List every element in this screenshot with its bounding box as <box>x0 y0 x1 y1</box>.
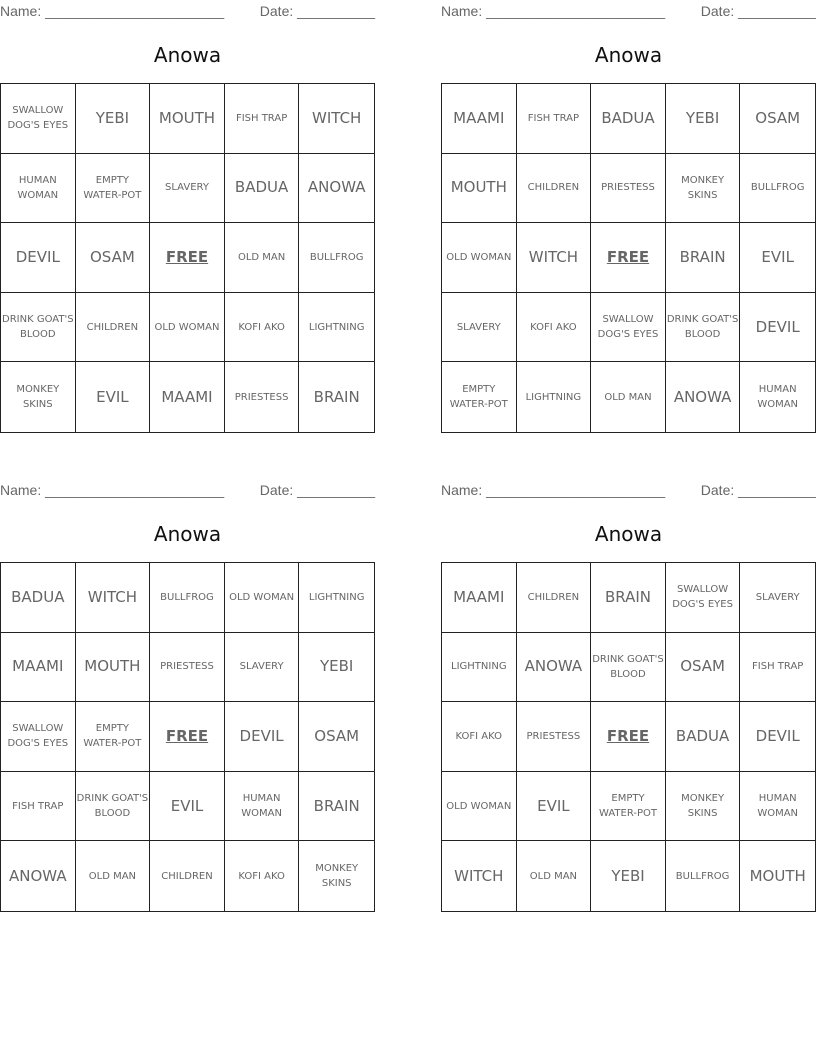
name-field[interactable]: Name: _______________________ <box>441 3 666 19</box>
bingo-cell: EMPTY WATER-POT <box>76 154 151 224</box>
bingo-cell: MAAMI <box>442 563 517 633</box>
card-header <box>0 0 375 22</box>
bingo-cell: YEBI <box>666 84 741 154</box>
bingo-grid <box>441 83 816 433</box>
bingo-cell: WITCH <box>299 84 374 154</box>
bingo-cell: KOFI AKO <box>225 841 300 911</box>
bingo-cell: FISH TRAP <box>740 633 815 703</box>
bingo-cell: OSAM <box>740 84 815 154</box>
bingo-cell: KOFI AKO <box>517 293 592 363</box>
bingo-cell: BULLFROG <box>740 154 815 224</box>
bingo-cell: CHILDREN <box>517 563 592 633</box>
bingo-cell: YEBI <box>299 633 374 703</box>
bingo-cell: SLAVERY <box>225 633 300 703</box>
bingo-cell: OSAM <box>299 702 374 772</box>
bingo-cell: DRINK GOAT'S BLOOD <box>666 293 741 363</box>
bingo-cell: BULLFROG <box>666 841 741 911</box>
free-space: FREE <box>591 702 666 772</box>
card-header <box>441 479 816 501</box>
bingo-cell: YEBI <box>591 841 666 911</box>
bingo-cell: HUMAN WOMAN <box>225 772 300 842</box>
bingo-cell: HUMAN WOMAN <box>740 772 815 842</box>
name-field[interactable]: Name: _______________________ <box>0 482 225 498</box>
card-header <box>0 479 375 501</box>
bingo-cell: MONKEY SKINS <box>1 362 76 432</box>
bingo-cell: BADUA <box>666 702 741 772</box>
bingo-cell: MONKEY SKINS <box>666 772 741 842</box>
bingo-cell: MOUTH <box>749 866 806 885</box>
bingo-cell: PRIESTESS <box>225 362 300 432</box>
bingo-cell: OLD WOMAN <box>442 772 517 842</box>
card-title: Anowa <box>153 43 222 67</box>
bingo-cell: MOUTH <box>150 84 225 154</box>
bingo-cell: KOFI AKO <box>225 293 300 363</box>
bingo-cell: LIGHTNING <box>517 362 592 432</box>
bingo-cell: FISH TRAP <box>225 84 300 154</box>
bingo-cell: DEVIL <box>740 702 815 772</box>
bingo-cell: FISH TRAP <box>1 772 76 842</box>
bingo-cell: OSAM <box>666 633 741 703</box>
bingo-cell: OLD MAN <box>517 841 592 911</box>
bingo-cell: MONKEY SKINS <box>315 863 359 890</box>
bingo-cell: OLD WOMAN <box>225 563 300 633</box>
bingo-cell: SWALLOW DOG'S EYES <box>666 563 741 633</box>
bingo-cell: BADUA <box>591 84 666 154</box>
bingo-cell: BRAIN <box>313 387 360 406</box>
bingo-cell: EVIL <box>76 362 151 432</box>
bingo-cell: EVIL <box>740 223 815 293</box>
bingo-cell: EVIL <box>517 772 592 842</box>
bingo-cell: WITCH <box>517 223 592 293</box>
name-field[interactable]: Name: _______________________ <box>0 3 225 19</box>
free-space: FREE <box>591 223 666 293</box>
bingo-cell: EMPTY WATER-POT <box>76 702 151 772</box>
date-field[interactable]: Date: __________ <box>700 482 816 498</box>
card-header <box>441 0 816 22</box>
bingo-cell: LIGHTNING <box>299 293 374 363</box>
bingo-cell: MAAMI <box>1 633 76 703</box>
bingo-cell: SLAVERY <box>150 154 225 224</box>
bingo-cell: DEVIL <box>225 702 300 772</box>
bingo-cell: CHILDREN <box>150 841 225 911</box>
bingo-cell: PRIESTESS <box>150 633 225 703</box>
bingo-cell: DRINK GOAT'S BLOOD <box>591 633 666 703</box>
card-title: Anowa <box>594 522 663 546</box>
bingo-cell: ANOWA <box>1 841 76 911</box>
bingo-grid <box>441 562 816 912</box>
bingo-cell: BRAIN <box>299 772 374 842</box>
bingo-cell: LIGHTNING <box>299 563 374 633</box>
bingo-cell: OLD MAN <box>76 841 151 911</box>
bingo-cell: WITCH <box>442 841 517 911</box>
bingo-cell: OLD MAN <box>591 362 666 432</box>
free-space: FREE <box>150 223 225 293</box>
bingo-grid <box>0 562 375 912</box>
bingo-cell: BRAIN <box>591 563 666 633</box>
free-space: FREE <box>150 702 225 772</box>
bingo-cell: CHILDREN <box>76 293 151 363</box>
bingo-cell: BADUA <box>225 154 300 224</box>
bingo-cell: ANOWA <box>299 154 374 224</box>
bingo-cell: SWALLOW DOG'S EYES <box>1 702 76 772</box>
bingo-cell: MAAMI <box>150 362 225 432</box>
bingo-cell: EMPTY WATER-POT <box>442 362 517 432</box>
bingo-cell: OLD MAN <box>225 223 300 293</box>
bingo-cell: ANOWA <box>666 362 741 432</box>
card-title: Anowa <box>153 522 222 546</box>
date-field[interactable]: Date: __________ <box>259 482 375 498</box>
bingo-cell: SLAVERY <box>740 563 815 633</box>
bingo-cell: MOUTH <box>76 633 151 703</box>
bingo-cell: OLD WOMAN <box>442 223 517 293</box>
bingo-cell: BULLFROG <box>150 563 225 633</box>
bingo-cell: WITCH <box>76 563 151 633</box>
bingo-cell: DRINK GOAT'S BLOOD <box>76 772 151 842</box>
bingo-cell: ANOWA <box>517 633 592 703</box>
bingo-cell: SWALLOW DOG'S EYES <box>1 84 76 154</box>
date-field[interactable]: Date: __________ <box>700 3 816 19</box>
bingo-cell: HUMAN WOMAN <box>1 154 76 224</box>
bingo-cell: YEBI <box>76 84 151 154</box>
bingo-cell: OSAM <box>76 223 151 293</box>
bingo-cell: MOUTH <box>442 154 517 224</box>
bingo-cell: KOFI AKO <box>442 702 517 772</box>
bingo-cell: DEVIL <box>740 293 815 363</box>
bingo-grid <box>0 83 375 433</box>
bingo-cell: PRIESTESS <box>591 154 666 224</box>
bingo-cell: HUMAN WOMAN <box>757 384 799 411</box>
bingo-cell: EMPTY WATER-POT <box>591 772 666 842</box>
name-field[interactable]: Name: _______________________ <box>441 482 666 498</box>
bingo-cell: DEVIL <box>1 223 76 293</box>
bingo-cell: CHILDREN <box>517 154 592 224</box>
bingo-cell: FISH TRAP <box>517 84 592 154</box>
bingo-cell: OLD WOMAN <box>150 293 225 363</box>
bingo-cell: MONKEY SKINS <box>666 154 741 224</box>
bingo-cell: SLAVERY <box>442 293 517 363</box>
bingo-cell: EVIL <box>150 772 225 842</box>
bingo-cell: DRINK GOAT'S BLOOD <box>1 293 76 363</box>
bingo-cell: BRAIN <box>666 223 741 293</box>
bingo-cell: PRIESTESS <box>517 702 592 772</box>
card-title: Anowa <box>594 43 663 67</box>
bingo-cell: SWALLOW DOG'S EYES <box>591 293 666 363</box>
bingo-cell: BULLFROG <box>299 223 374 293</box>
date-field[interactable]: Date: __________ <box>259 3 375 19</box>
bingo-cell: LIGHTNING <box>442 633 517 703</box>
bingo-cell: MAAMI <box>442 84 517 154</box>
bingo-cell: BADUA <box>1 563 76 633</box>
